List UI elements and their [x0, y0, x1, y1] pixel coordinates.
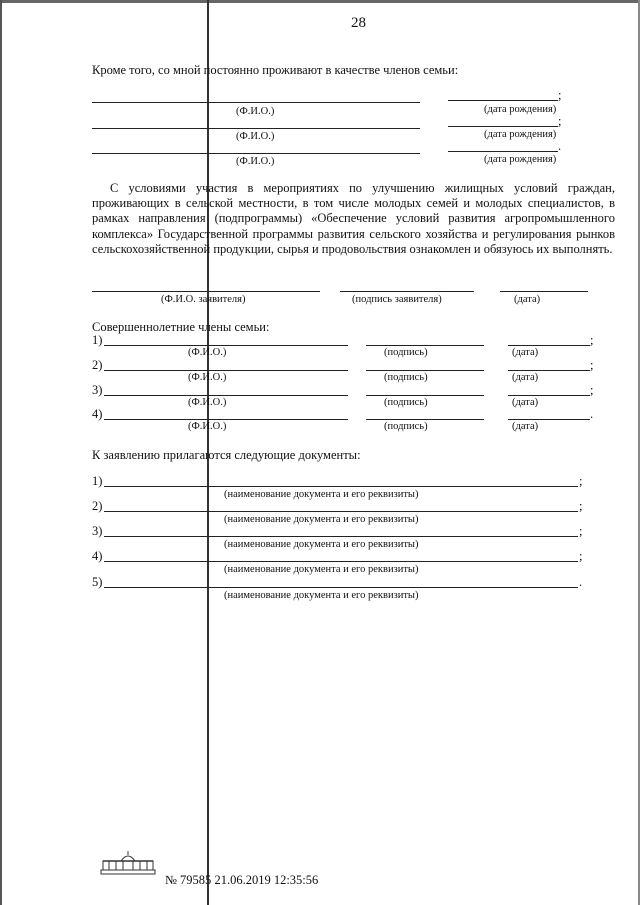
scan-top-edge	[0, 0, 640, 3]
name-caption: (Ф.И.О.)	[236, 131, 275, 142]
end-mark: ;	[590, 358, 594, 372]
document-caption: (наименование документа и его реквизиты)	[224, 590, 419, 601]
family-intro: Кроме того, со мной постоянно проживают в качестве членов семьи:	[92, 63, 459, 77]
conditions-paragraph: С условиями участия в мероприятиях по улучшению жилищных условий граждан, проживающих в сельской местности, в том числе молодых семей и молодых специалистов, в рамках направления (подпрограммы) «Обеспечение условий развития агропромышленного комплекса» Государственной программы развития сельского хозяйства и регулирования рынков сельскохозяйственной продукции, сырья и продовольствия ознакомлен и обязуюсь их выполнять.	[92, 181, 615, 256]
end-mark: ;	[590, 383, 594, 397]
end-mark: ;	[558, 88, 562, 102]
member-signature-caption: (подпись)	[384, 421, 428, 432]
member-name-line[interactable]	[104, 370, 348, 371]
document-line[interactable]	[104, 561, 578, 562]
footer-timestamp: 21.06.2019 12:35:56	[214, 873, 319, 887]
name-line[interactable]	[92, 153, 420, 154]
end-mark: .	[558, 139, 562, 153]
applicant-signature-caption: (подпись заявителя)	[352, 294, 442, 305]
member-date-line[interactable]	[508, 395, 590, 396]
member-date-caption: (дата)	[512, 421, 539, 432]
documents-heading: К заявлению прилагаются следующие документы:	[92, 448, 361, 462]
member-date-caption: (дата)	[512, 347, 539, 358]
member-date-caption: (дата)	[512, 397, 539, 408]
end-mark: ;	[579, 499, 583, 513]
end-mark: ;	[579, 474, 583, 488]
birthdate-line[interactable]	[448, 126, 558, 127]
row-number: 3)	[92, 524, 103, 538]
end-mark: .	[590, 407, 594, 421]
applicant-name-line[interactable]	[92, 291, 320, 292]
end-mark: ;	[558, 114, 562, 128]
name-caption: (Ф.И.О.)	[236, 156, 275, 167]
member-name-caption: (Ф.И.О.)	[188, 372, 227, 383]
document-line[interactable]	[104, 587, 578, 588]
member-signature-line[interactable]	[366, 419, 484, 420]
row-number: 5)	[92, 575, 103, 589]
name-caption: (Ф.И.О.)	[236, 106, 275, 117]
member-signature-caption: (подпись)	[384, 347, 428, 358]
document-caption: (наименование документа и его реквизиты)	[224, 514, 419, 525]
birthdate-caption: (дата рождения)	[484, 129, 557, 140]
building-stamp-icon	[99, 850, 157, 876]
document-line[interactable]	[104, 536, 578, 537]
member-signature-line[interactable]	[366, 345, 484, 346]
member-name-caption: (Ф.И.О.)	[188, 397, 227, 408]
birthdate-line[interactable]	[448, 100, 558, 101]
member-name-line[interactable]	[104, 395, 348, 396]
row-number: 4)	[92, 407, 103, 421]
document-line[interactable]	[104, 486, 578, 487]
name-line[interactable]	[92, 102, 420, 103]
member-name-caption: (Ф.И.О.)	[188, 347, 227, 358]
row-number: 2)	[92, 499, 103, 513]
member-name-line[interactable]	[104, 345, 348, 346]
birthdate-caption: (дата рождения)	[484, 104, 557, 115]
adult-members-heading: Совершеннолетние члены семьи:	[92, 320, 270, 334]
birthdate-line[interactable]	[448, 151, 558, 152]
document-caption: (наименование документа и его реквизиты)	[224, 489, 419, 500]
member-name-line[interactable]	[104, 419, 348, 420]
member-signature-caption: (подпись)	[384, 372, 428, 383]
scan-left-edge	[0, 0, 2, 905]
end-mark: ;	[579, 549, 583, 563]
applicant-date-line[interactable]	[500, 291, 588, 292]
end-mark: ;	[579, 524, 583, 538]
member-date-line[interactable]	[508, 370, 590, 371]
member-name-caption: (Ф.И.О.)	[188, 421, 227, 432]
member-signature-line[interactable]	[366, 395, 484, 396]
applicant-signature-line[interactable]	[340, 291, 474, 292]
row-number: 4)	[92, 549, 103, 563]
member-date-line[interactable]	[508, 419, 590, 420]
applicant-name-caption: (Ф.И.О. заявителя)	[161, 294, 246, 305]
row-number: 1)	[92, 474, 103, 488]
name-line[interactable]	[92, 128, 420, 129]
footer-doc-number: № 79585	[165, 873, 212, 887]
end-mark: .	[579, 575, 583, 589]
member-date-caption: (дата)	[512, 372, 539, 383]
row-number: 3)	[92, 383, 103, 397]
row-number: 2)	[92, 358, 103, 372]
document-caption: (наименование документа и его реквизиты)	[224, 564, 419, 575]
applicant-date-caption: (дата)	[514, 294, 541, 305]
footer-registration	[165, 873, 318, 888]
row-number: 1)	[92, 333, 103, 347]
member-date-line[interactable]	[508, 345, 590, 346]
member-signature-line[interactable]	[366, 370, 484, 371]
document-line[interactable]	[104, 511, 578, 512]
document-caption: (наименование документа и его реквизиты)	[224, 539, 419, 550]
end-mark: ;	[590, 333, 594, 347]
member-signature-caption: (подпись)	[384, 397, 428, 408]
birthdate-caption: (дата рождения)	[484, 154, 557, 165]
page-number: 28	[351, 15, 366, 31]
